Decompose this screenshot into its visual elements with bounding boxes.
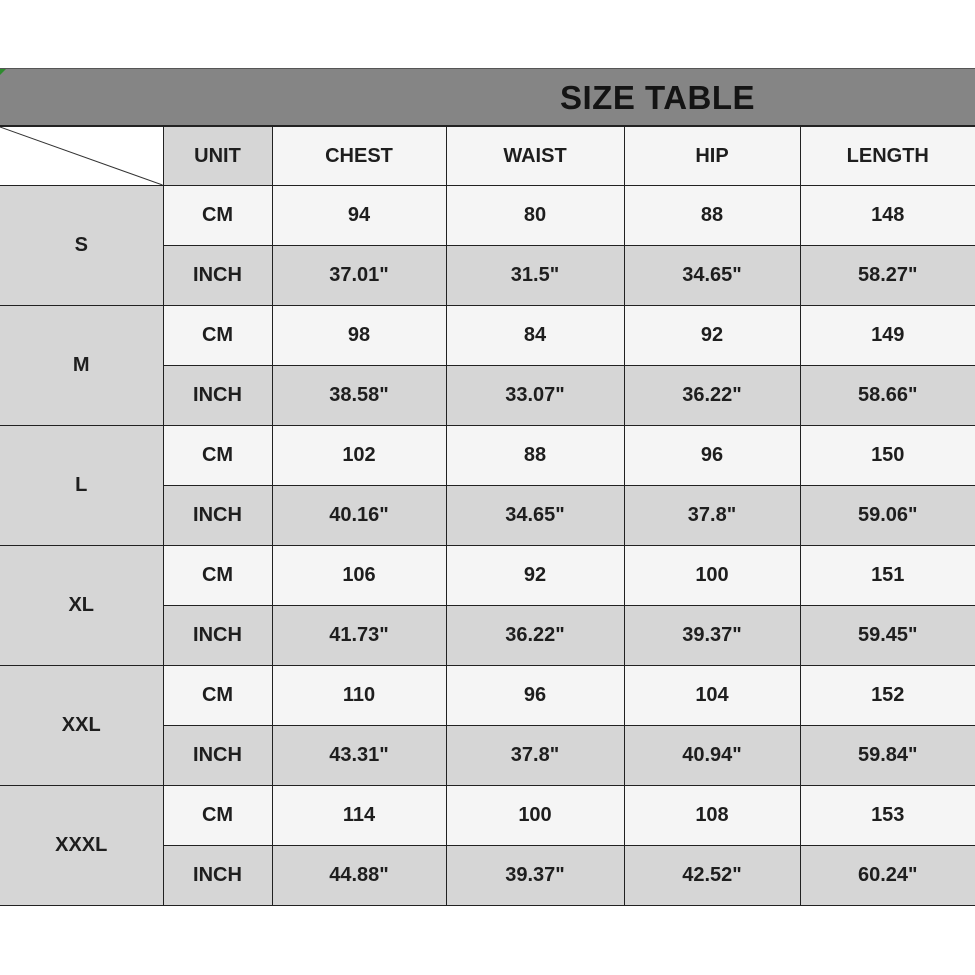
unit-cell: INCH	[163, 486, 272, 546]
chest-value-cell: 94	[272, 186, 446, 246]
chest-value-cell: 37.01"	[272, 246, 446, 306]
unit-cell: INCH	[163, 366, 272, 426]
diagonal-corner-cell	[0, 127, 163, 186]
unit-cell: INCH	[163, 606, 272, 666]
chest-value-cell: 43.31"	[272, 726, 446, 786]
unit-cell: CM	[163, 306, 272, 366]
waist-value-cell: 100	[446, 786, 624, 846]
waist-value-cell: 31.5"	[446, 246, 624, 306]
waist-value-cell: 37.8"	[446, 726, 624, 786]
size-label: XL	[0, 546, 163, 666]
chest-value-cell: 44.88"	[272, 846, 446, 906]
chest-value-cell: 110	[272, 666, 446, 726]
hip-value-cell: 104	[624, 666, 800, 726]
length-value-cell: 152	[800, 666, 975, 726]
waist-value-cell: 39.37"	[446, 846, 624, 906]
waist-value-cell: 33.07"	[446, 366, 624, 426]
hip-value-cell: 39.37"	[624, 606, 800, 666]
hip-value-cell: 42.52"	[624, 846, 800, 906]
corner-accent-mark	[0, 69, 6, 75]
size-row-xl-cm	[0, 546, 975, 606]
length-value-cell: 58.66"	[800, 366, 975, 426]
chest-value-cell: 102	[272, 426, 446, 486]
length-value-cell: 148	[800, 186, 975, 246]
size-row-xxxl-cm	[0, 786, 975, 846]
size-row-l-cm	[0, 426, 975, 486]
unit-cell: CM	[163, 546, 272, 606]
hip-value-cell: 40.94"	[624, 726, 800, 786]
hip-value-cell: 36.22"	[624, 366, 800, 426]
length-value-cell: 150	[800, 426, 975, 486]
length-value-cell: 151	[800, 546, 975, 606]
length-value-cell: 59.45"	[800, 606, 975, 666]
unit-cell: CM	[163, 426, 272, 486]
hip-value-cell: 92	[624, 306, 800, 366]
header-unit: UNIT	[163, 127, 272, 186]
size-label: XXL	[0, 666, 163, 786]
length-value-cell: 58.27"	[800, 246, 975, 306]
waist-value-cell: 36.22"	[446, 606, 624, 666]
unit-cell: CM	[163, 786, 272, 846]
length-value-cell: 59.06"	[800, 486, 975, 546]
header-length: LENGTH	[800, 127, 975, 186]
length-value-cell: 60.24"	[800, 846, 975, 906]
waist-value-cell: 34.65"	[446, 486, 624, 546]
waist-value-cell: 96	[446, 666, 624, 726]
size-grid	[0, 126, 975, 906]
length-value-cell: 149	[800, 306, 975, 366]
waist-value-cell: 92	[446, 546, 624, 606]
unit-cell: CM	[163, 666, 272, 726]
size-row-m-cm	[0, 306, 975, 366]
chest-value-cell: 40.16"	[272, 486, 446, 546]
chest-value-cell: 106	[272, 546, 446, 606]
waist-value-cell: 88	[446, 426, 624, 486]
chest-value-cell: 38.58"	[272, 366, 446, 426]
unit-cell: INCH	[163, 846, 272, 906]
length-value-cell: 153	[800, 786, 975, 846]
hip-value-cell: 88	[624, 186, 800, 246]
unit-cell: INCH	[163, 726, 272, 786]
header-waist: WAIST	[446, 127, 624, 186]
chest-value-cell: 41.73"	[272, 606, 446, 666]
size-label: M	[0, 306, 163, 426]
size-label: L	[0, 426, 163, 546]
hip-value-cell: 108	[624, 786, 800, 846]
size-row-s-cm	[0, 186, 975, 246]
unit-cell: INCH	[163, 246, 272, 306]
title-bar	[0, 68, 975, 126]
chest-value-cell: 98	[272, 306, 446, 366]
header-chest: CHEST	[272, 127, 446, 186]
unit-cell: CM	[163, 186, 272, 246]
size-table	[0, 68, 975, 906]
size-row-xxl-cm	[0, 666, 975, 726]
waist-value-cell: 84	[446, 306, 624, 366]
hip-value-cell: 37.8"	[624, 486, 800, 546]
size-label: XXXL	[0, 786, 163, 906]
hip-value-cell: 100	[624, 546, 800, 606]
hip-value-cell: 96	[624, 426, 800, 486]
length-value-cell: 59.84"	[800, 726, 975, 786]
size-label: S	[0, 186, 163, 306]
diagonal-line-icon	[0, 127, 163, 185]
chest-value-cell: 114	[272, 786, 446, 846]
table-title: SIZE TABLE	[560, 79, 756, 116]
header-row	[0, 127, 975, 186]
header-hip: HIP	[624, 127, 800, 186]
hip-value-cell: 34.65"	[624, 246, 800, 306]
waist-value-cell: 80	[446, 186, 624, 246]
